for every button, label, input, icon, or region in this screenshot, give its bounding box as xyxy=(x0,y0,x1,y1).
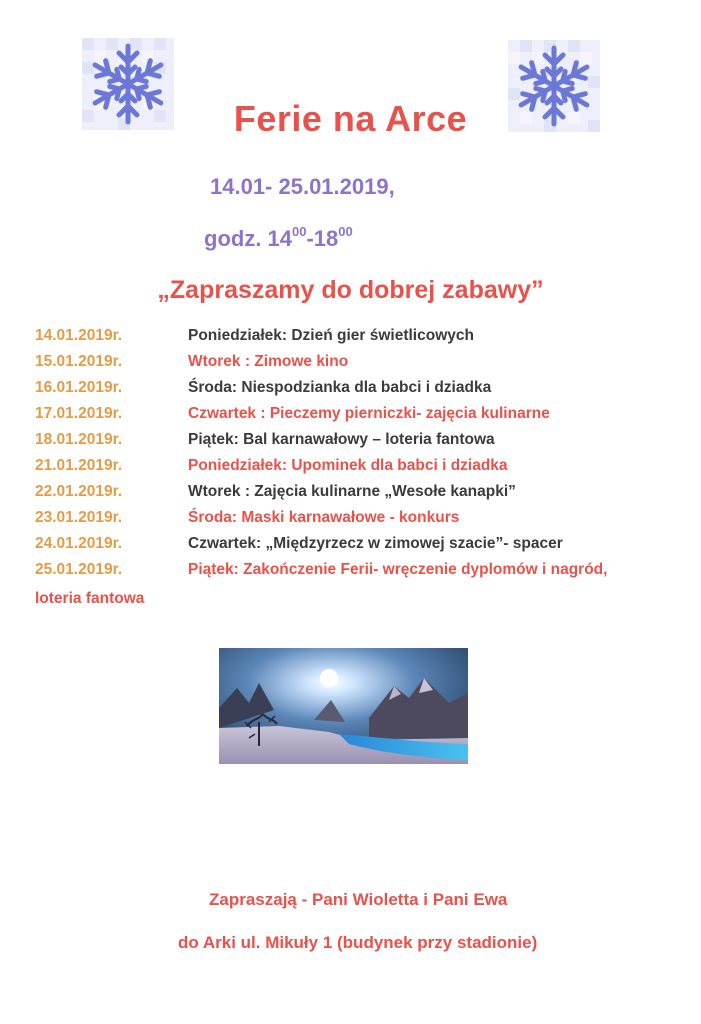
schedule-row xyxy=(35,535,675,561)
schedule-activity: Piątek: Bal karnawałowy – loteria fantowa xyxy=(188,431,495,448)
schedule-date: 18.01.2019r. xyxy=(35,431,123,448)
slogan: „Zapraszamy do dobrej zabawy” xyxy=(157,276,544,304)
organizers-line: Zapraszają - Pani Wioletta i Pani Ewa xyxy=(209,890,508,909)
schedule-date: 21.01.2019r. xyxy=(35,457,123,474)
schedule-date: 23.01.2019r. xyxy=(35,509,123,526)
schedule-date: 17.01.2019r. xyxy=(35,405,123,422)
schedule-activity: Wtorek : Zajęcia kulinarne „Wesołe kanapki” xyxy=(188,483,516,500)
schedule-row xyxy=(35,379,675,405)
schedule-activity: Poniedziałek: Upominek dla babci i dziadka xyxy=(188,457,508,474)
winter-landscape-image xyxy=(219,648,468,764)
schedule-continuation: loteria fantowa xyxy=(35,590,145,607)
page-title: Ferie na Arce xyxy=(233,98,468,139)
hours-start: godz. 14 xyxy=(204,226,293,251)
schedule-activity: Wtorek : Zimowe kino xyxy=(188,353,349,370)
schedule-date: 24.01.2019r. xyxy=(35,535,123,552)
schedule-date: 22.01.2019r. xyxy=(35,483,123,500)
schedule-row xyxy=(35,483,675,509)
schedule-row xyxy=(35,353,675,379)
schedule-activity: Piątek: Zakończenie Ferii- wręczenie dyplomów i nagród, xyxy=(188,561,608,578)
hours-start-minutes: 00 xyxy=(292,224,307,239)
hours-end-minutes: 00 xyxy=(338,224,353,239)
schedule-activity: Środa: Niespodzianka dla babci i dziadka xyxy=(188,379,492,396)
schedule-activity: Środa: Maski karnawałowe - konkurs xyxy=(188,509,460,526)
schedule-activity: Czwartek : Pieczemy pierniczki- zajęcia kulinarne xyxy=(188,405,550,422)
schedule-row xyxy=(35,431,675,457)
schedule-row xyxy=(35,405,675,431)
event-dates: 14.01- 25.01.2019, xyxy=(210,174,395,199)
schedule-date: 14.01.2019r. xyxy=(35,327,123,344)
schedule-row xyxy=(35,327,675,353)
event-hours xyxy=(204,224,353,252)
schedule-row xyxy=(35,457,675,483)
address-line: do Arki ul. Mikuły 1 (budynek przy stadionie) xyxy=(178,933,538,952)
schedule-date: 16.01.2019r. xyxy=(35,379,123,396)
hours-end: -18 xyxy=(306,226,339,251)
schedule-activity: Poniedziałek: Dzień gier świetlicowych xyxy=(188,327,474,344)
schedule-row xyxy=(35,509,675,535)
schedule-activity: Czwartek: „Międzyrzecz w zimowej szacie”- spacer xyxy=(188,535,563,552)
schedule-row xyxy=(35,561,675,587)
schedule-list xyxy=(35,327,675,587)
schedule-date: 25.01.2019r. xyxy=(35,561,123,578)
schedule-date: 15.01.2019r. xyxy=(35,353,123,370)
